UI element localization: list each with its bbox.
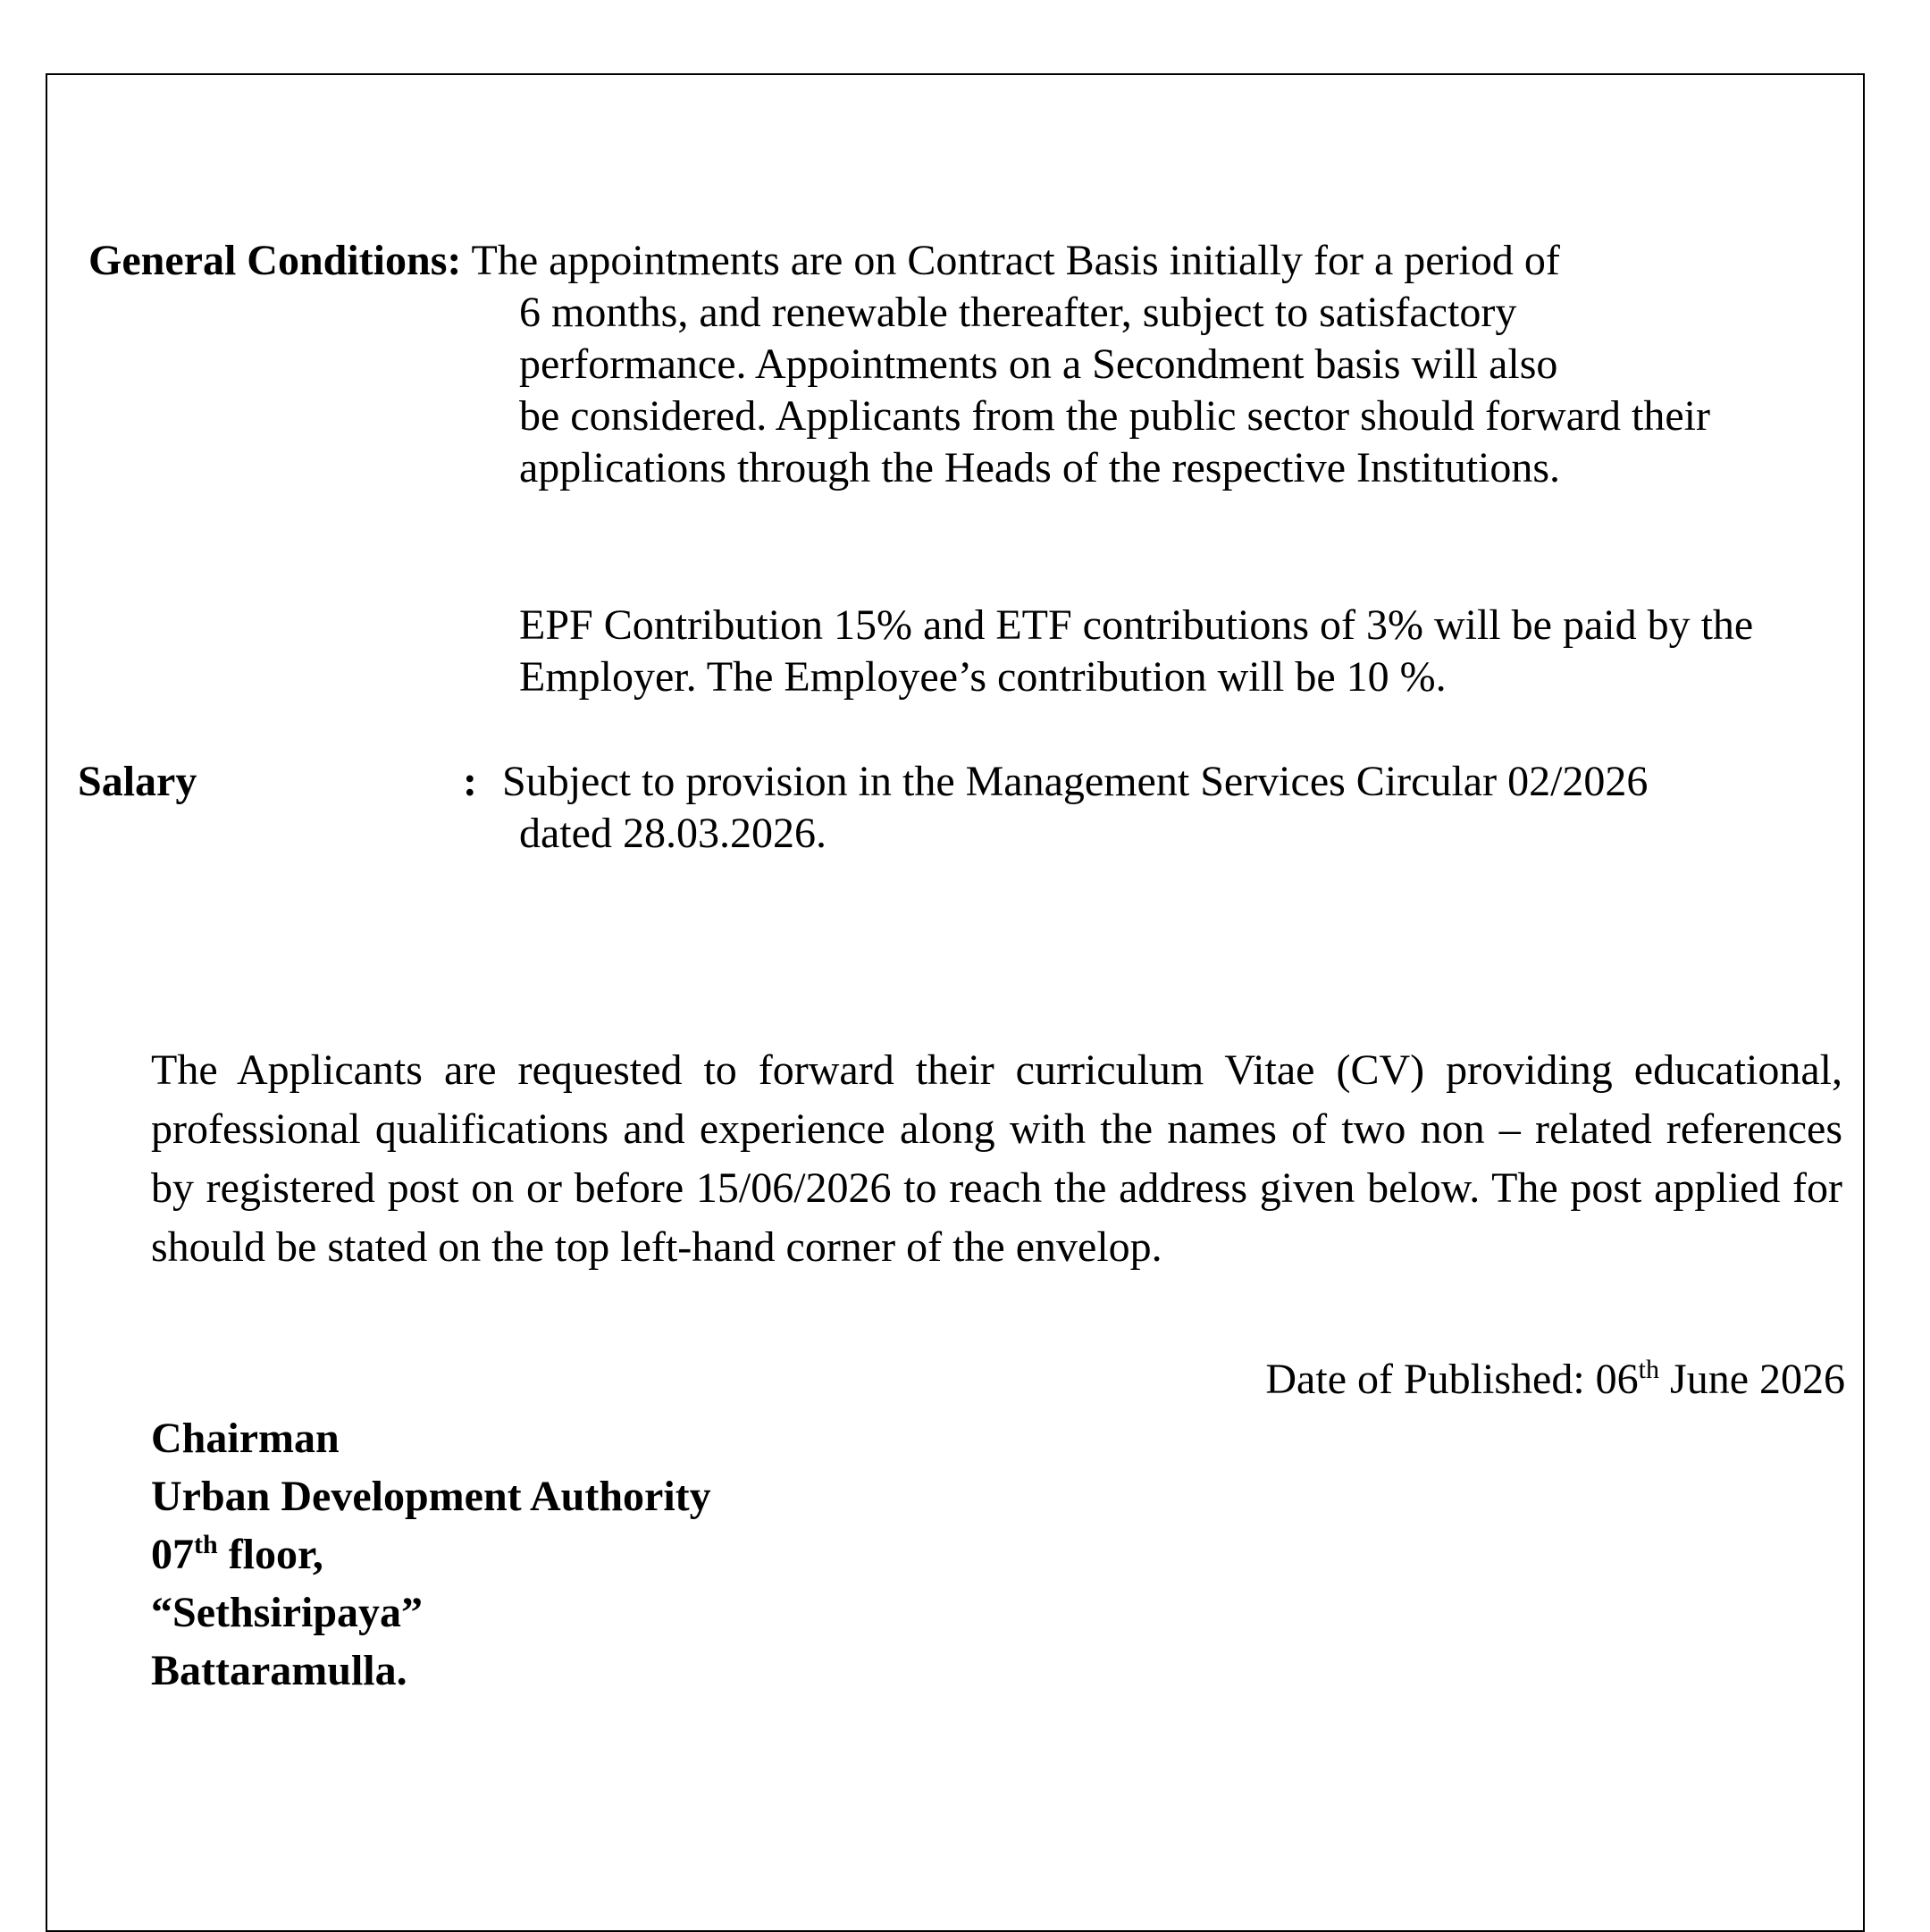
address-floor (151, 1525, 711, 1583)
salary-first-line: Subject to provision in the Management Services Circular 02/2026 (502, 758, 1649, 805)
general-conditions-row (88, 235, 1560, 287)
contributions-line-2: Employer. The Employee’s contribution will be 10 %. (519, 653, 1447, 701)
date-published-suffix: th (1638, 1355, 1660, 1384)
salary-second-line: dated 28.03.2026. (519, 810, 827, 857)
address-floor-rest: floor, (217, 1531, 323, 1578)
address-organization: Urban Development Authority (151, 1473, 711, 1520)
address-city: Battaramulla. (151, 1647, 407, 1694)
address-building: “Sethsiripaya” (151, 1589, 424, 1636)
date-published (1265, 1354, 1845, 1406)
address-floor-suffix: th (194, 1530, 218, 1559)
general-conditions-line-4: be considered. Applicants from the public sector should forward their (519, 392, 1710, 440)
general-conditions-line-5: applications through the Heads of the respective Institutions. (519, 444, 1561, 491)
date-published-rest: June 2026 (1659, 1356, 1845, 1403)
contributions-line-1: EPF Contribution 15% and ETF contributions of 3% will be paid by the (519, 601, 1754, 649)
general-conditions-line-2: 6 months, and renewable thereafter, subject to satisfactory (519, 289, 1517, 336)
general-conditions-first-line: The appointments are on Contract Basis initially for a period of (471, 237, 1560, 284)
salary-colon: : (463, 758, 477, 805)
general-conditions-label: General Conditions: (88, 237, 462, 284)
general-conditions-line-3: performance. Appointments on a Secondment basis will also (519, 340, 1558, 388)
address-floor-number: 07 (151, 1531, 194, 1578)
date-published-prefix: Date of Published: 06 (1265, 1356, 1639, 1403)
application-instructions: The Applicants are requested to forward their curriculum Vitae (CV) providing educational, professional qualifications and experience along with the names of two non – related references by registered post on or before 15/06/2026 to reach the address given below. The post applied for should be stated on the top left-hand corner of the envelop. (151, 1046, 1842, 1271)
address-block (151, 1409, 711, 1700)
address-title: Chairman (151, 1415, 340, 1462)
salary-label: Salary (78, 758, 197, 805)
